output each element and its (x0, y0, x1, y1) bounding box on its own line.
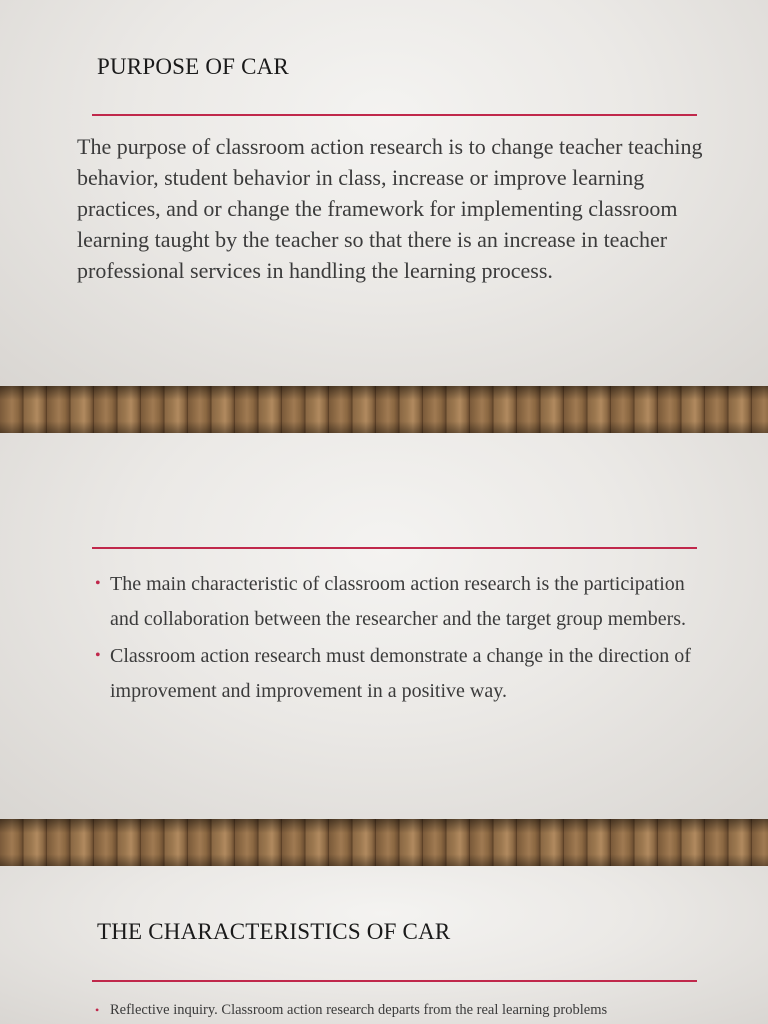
bullet-list (95, 567, 695, 711)
bullet-icon: • (95, 1003, 100, 1017)
bullet-list (95, 999, 695, 1024)
bullet-icon: • (95, 647, 101, 664)
slide-paragraph: The purpose of classroom action research is to change teacher teaching behavior, student behavior in class, increase or improve learning practices, and or change the framework for implementing classroom learning taught by the teacher so that there is an increase in teacher professional services in handling the learning process. (77, 134, 703, 283)
title-divider (92, 980, 697, 982)
slide-car-characteristics-list (0, 433, 768, 819)
slide-purpose-of-car (0, 0, 768, 386)
list-item-text: Reflective inquiry. Classroom action research departs from the real learning problems (110, 1002, 608, 1018)
slide-title: THE CHARACTERISTICS OF CAR (97, 919, 451, 944)
title-divider (92, 547, 697, 549)
wood-floor-divider (0, 386, 768, 433)
wood-floor-divider (0, 819, 768, 866)
list-item-text: Classroom action research must demonstrate a change in the direction of improvement and improvement in a positive way. (110, 645, 691, 702)
slide-characteristics-of-car (0, 866, 768, 1024)
list-item (95, 999, 695, 1021)
list-item (95, 639, 695, 708)
list-item-text: The main characteristic of classroom action research is the participation and collaboration between the researcher and the target group members. (110, 573, 687, 630)
title-divider (92, 114, 697, 116)
slide-title: PURPOSE OF CAR (97, 54, 289, 79)
list-item (95, 567, 695, 636)
bullet-icon: • (95, 575, 101, 592)
